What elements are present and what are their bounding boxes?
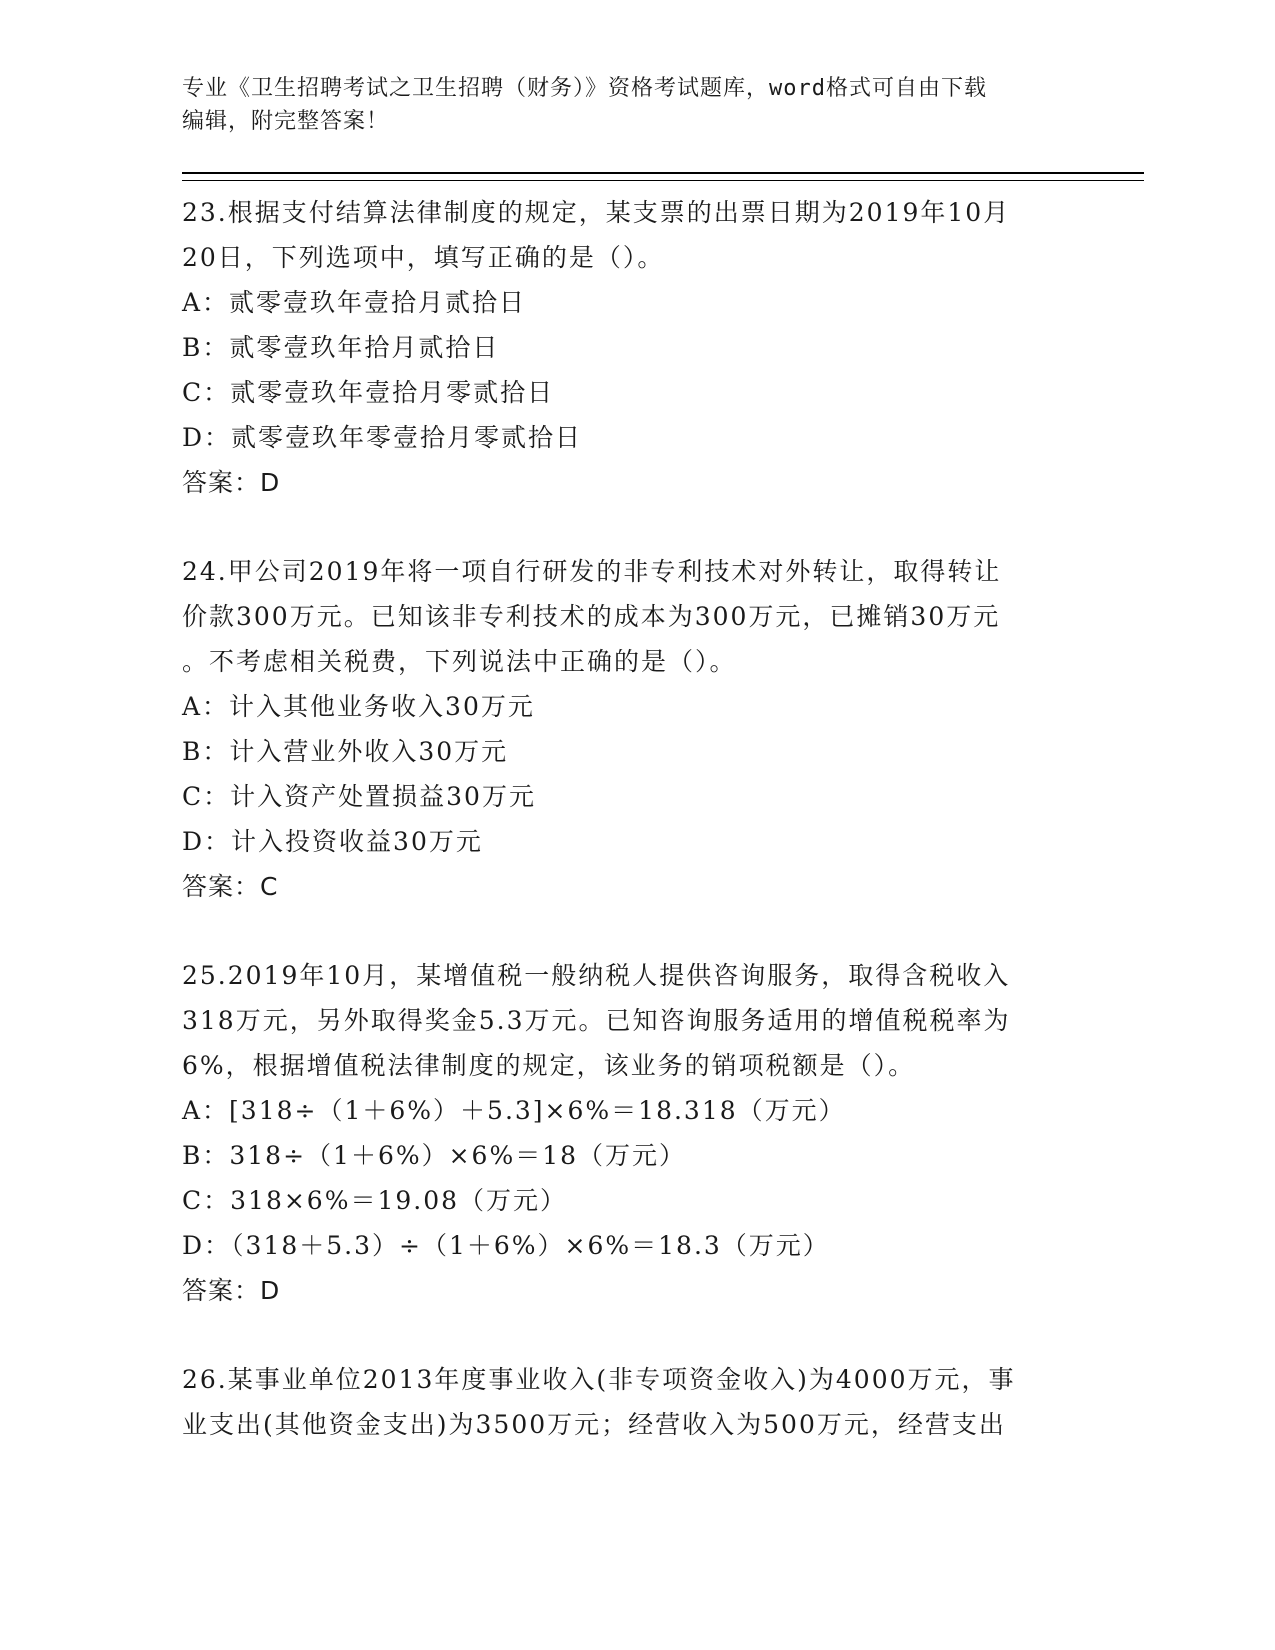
answer: 答案：C bbox=[182, 872, 279, 901]
stem-line: 25.2019年10月，某增值税一般纳税人提供咨询服务，取得含税收入 bbox=[182, 961, 1011, 990]
option-c: C：计入资产处置损益30万元 bbox=[182, 782, 536, 811]
header-line-1: 专业《卫生招聘考试之卫生招聘（财务）》资格考试题库，word格式可自由下载 bbox=[182, 76, 987, 101]
question-stem bbox=[182, 953, 1082, 1088]
question-24 bbox=[182, 549, 1082, 909]
option-a: A：[318÷（1＋6%）＋5.3]×6%＝18.318（万元） bbox=[182, 1096, 846, 1125]
option-c: C：贰零壹玖年壹拾月零贰拾日 bbox=[182, 378, 555, 407]
header-rule-thick bbox=[182, 172, 1144, 174]
stem-line: 23.根据支付结算法律制度的规定，某支票的出票日期为2019年10月 bbox=[182, 198, 1011, 227]
stem-line: 20日，下列选项中，填写正确的是（）。 bbox=[182, 243, 665, 272]
question-25 bbox=[182, 953, 1082, 1313]
header-rule-thin bbox=[182, 180, 1144, 181]
question-stem bbox=[182, 190, 1082, 280]
question-stem bbox=[182, 549, 1082, 684]
option-d: D：贰零壹玖年零壹拾月零贰拾日 bbox=[182, 423, 583, 452]
question-list bbox=[182, 190, 1082, 1491]
document-header bbox=[182, 72, 1062, 138]
stem-line: 业支出(其他资金支出)为3500万元；经营收入为500万元，经营支出 bbox=[182, 1410, 1006, 1439]
option-b: B：贰零壹玖年拾月贰拾日 bbox=[182, 333, 500, 362]
stem-line: 26.某事业单位2013年度事业收入(非专项资金收入)为4000万元，事 bbox=[182, 1365, 1016, 1394]
question-23 bbox=[182, 190, 1082, 505]
option-b: B：318÷（1＋6%）×6%＝18（万元） bbox=[182, 1141, 687, 1170]
option-a: A：计入其他业务收入30万元 bbox=[182, 692, 535, 721]
stem-line: 。不考虑相关税费，下列说法中正确的是（）。 bbox=[182, 647, 737, 676]
answer: 答案：D bbox=[182, 468, 281, 497]
option-c: C：318×6%＝19.08（万元） bbox=[182, 1186, 568, 1215]
stem-line: 价款300万元。已知该非专利技术的成本为300万元，已摊销30万元 bbox=[182, 602, 1001, 631]
option-a: A：贰零壹玖年壹拾月贰拾日 bbox=[182, 288, 527, 317]
option-d: D：计入投资收益30万元 bbox=[182, 827, 483, 856]
answer: 答案：D bbox=[182, 1276, 281, 1305]
question-26 bbox=[182, 1357, 1082, 1447]
stem-line: 24.甲公司2019年将一项自行研发的非专利技术对外转让，取得转让 bbox=[182, 557, 1002, 586]
option-b: B：计入营业外收入30万元 bbox=[182, 737, 509, 766]
question-stem bbox=[182, 1357, 1082, 1447]
stem-line: 6%，根据增值税法律制度的规定，该业务的销项税额是（）。 bbox=[182, 1051, 916, 1080]
option-d: D：（318＋5.3）÷（1＋6%）×6%＝18.3（万元） bbox=[182, 1231, 830, 1260]
stem-line: 318万元，另外取得奖金5.3万元。已知咨询服务适用的增值税税率为 bbox=[182, 1006, 1011, 1035]
header-line-2: 编辑，附完整答案！ bbox=[182, 109, 390, 134]
